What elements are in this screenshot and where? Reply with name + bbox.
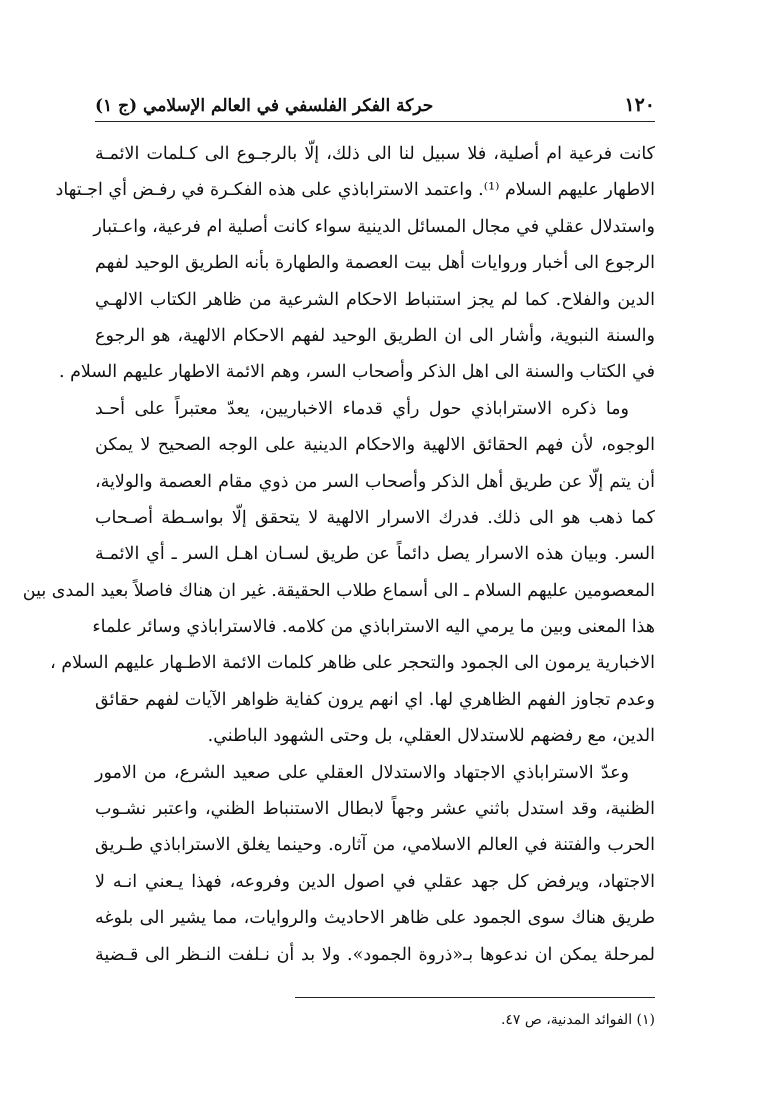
text-line: كانت فرعية ام أصلية، فلا سبيل لنا الى ذلك، إلّا بالرجـوع الى كـلمات الائمـة [95,144,655,164]
text-line: الظنية، وقد استدل باثني عشر وجهاً لابطال الاستنباط الظني، واعتبر نشـوب [95,799,655,820]
text-line: لمرحلة يمكن ان ندعوها بـ«ذروة الجمود». ولا بد أن نـلفت النـظر الى قـضية [95,944,655,965]
text-line: في الكتاب والسنة الى اهل الذكر وأصحاب السر، وهم الائمة الاطهار عليهم السلام . [58,362,655,383]
page-header [95,86,655,116]
text-line: وعدم تجاوز الفهم الظاهري لها. اي انهم يرون كفاية ظواهر الآيات لفهم حقائق [95,689,655,710]
running-title: حركة الفكر الفلسفي في العالم الإسلامي (ج ١) [95,96,434,116]
text-line: أن يتم إلّا عن طريق أهل الذكر وأصحاب السر من ذوي مقام العصمة والولاية، [95,471,655,492]
text-line: الدين والفلاح. كما لم يجز استنباط الاحكام الشرعية من ظاهر الكتاب الالهـي [95,289,655,310]
text-line: السر. وبيان هذه الاسرار يصل دائماً عن طريق لسـان اهـل السر ـ أي الائمـة [95,544,655,565]
text-line: الدين، مع رفضهم للاستدلال العقلي، بل وحتى الشهود الباطني. [207,726,655,747]
text-line: والسنة النبوية، وأشار الى ان الطريق الوحيد لفهم الاحكام الالهية، هو الرجوع [95,325,655,346]
text-line: الحرب والفتنة في العالم الاسلامي، من آثاره. وحينما يغلق الاستراباذي طـريق [95,835,655,856]
text-line: كما ذهب هو الى ذلك. فدرك الاسرار الالهية لا يتحقق إلّا بواسـطة أصـحاب [95,507,655,528]
page-number: ١٢٠ [624,94,655,116]
paragraph-first-line: وعدّ الاستراباذي الاجتهاد والاستدلال العقلي على صعيد الشرع، من الامور [95,762,629,783]
text-line: المعصومين عليهم السلام ـ الى أسماع طلاب الحقيقة. غير ان هناك فاصلاً بعيد المدى بين [22,580,655,601]
text-line: الرجوع الى أخبار وروايات أهل بيت العصمة والطهارة بأنه الطريق الوحيد لفهم [95,253,655,274]
text-line: واستدلال عقلي في مجال المسائل الدينية سواء كانت أصلية ام فرعية، واعـتبار [93,216,655,237]
footnote-rule [295,997,655,998]
text-line: هذا المعنى وبين ما يرمي اليه الاستراباذي من كلامه. فالاستراباذي وسائر علماء [92,617,655,638]
text-line: الاخبارية يرمون الى الجمود والتحجر على ظاهر كلمات الائمة الاطـهار عليهم السلام ، [50,653,655,674]
body-text [22,136,655,973]
text-line: الاجتهاد، ويرفض كل جهد عقلي في اصول الدين وفروعه، فهذا يـعني انـه لا [95,871,655,892]
text-line: الوجوه، لأن فهم الحقائق الالهية والاحكام الدينية على الوجه الصحيح لا يمكن [95,435,655,456]
header-rule [95,121,655,122]
paragraph-first-line: وما ذكره الاستراباذي حول رأي قدماء الاخباريين، يعدّ معتبراً على أحـد [95,398,629,419]
footnote: (١) الفوائد المدنية، ص ٤٧. [500,1012,655,1028]
text-line: الاطهار عليهم السلام ⁽¹⁾. واعتمد الاستراباذي على هذه الفكـرة في رفـض أي اجـتهاد [55,180,655,201]
text-line: طريق هناك سوى الجمود على ظاهر الاحاديث والروايات، مما يشير الى بلوغه [95,908,655,929]
